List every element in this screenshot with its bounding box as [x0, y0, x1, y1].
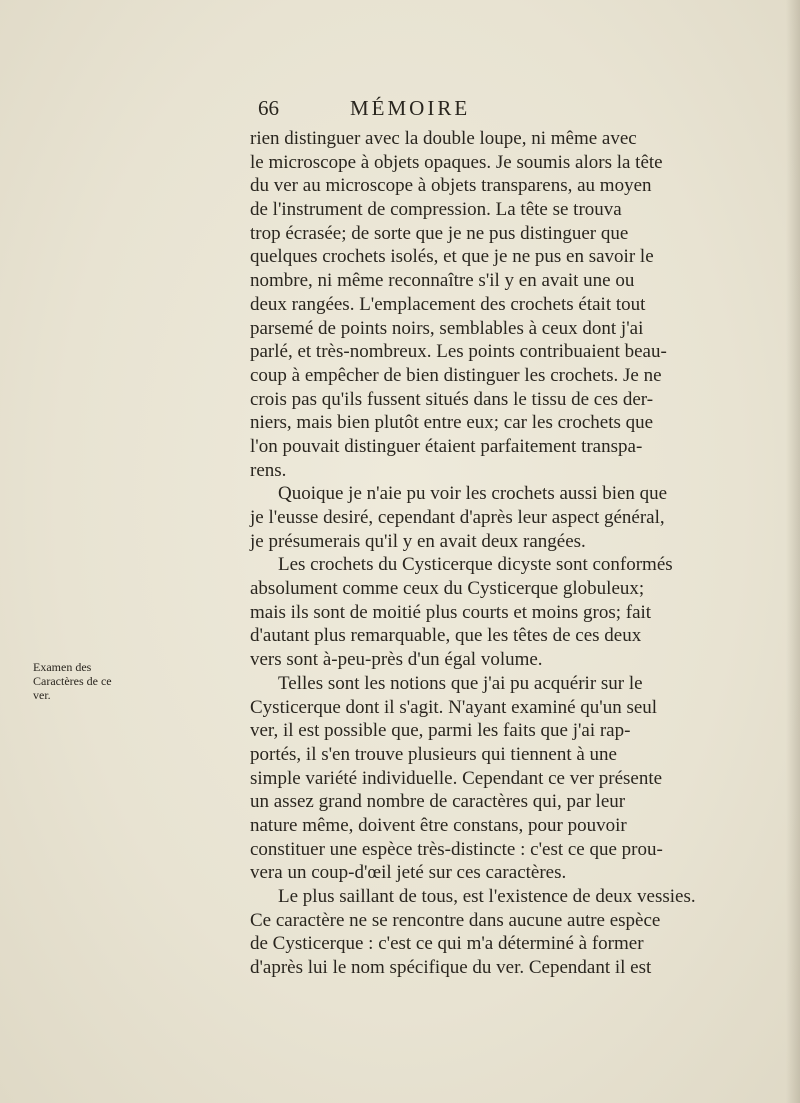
text-line: Le plus saillant de tous, est l'existence de deux vessies. [278, 886, 696, 907]
text-line: coup à empêcher de bien distinguer les crochets. Je ne [250, 364, 662, 386]
text-line: d'autant plus remarquable, que les têtes de ces deux [250, 625, 642, 647]
text-line: je l'eusse desiré, cependant d'après leur aspect général, [250, 507, 665, 528]
text-line: un assez grand nombre de caractères qui, par leur [250, 791, 626, 813]
text-line: mais ils sont de moitié plus courts et moins gros; fait [250, 601, 652, 623]
margin-note-line: Caractères de ce [33, 674, 112, 688]
text-line: Ce caractère ne se rencontre dans aucune autre espèce [250, 909, 661, 931]
margin-note [33, 660, 253, 702]
text-line: de Cysticerque : c'est ce qui m'a déterminé à former [250, 933, 644, 955]
text-line: niers, mais bien plutôt entre eux; car les crochets que [250, 412, 654, 434]
margin-note-line: Examen des [33, 660, 92, 674]
text-line: vers sont à-peu-près d'un égal volume. [250, 649, 543, 671]
text-line: constituer une espèce très-distincte : c'est ce que prou- [250, 838, 663, 860]
text-line: nombre, ni même reconnaître s'il y en avait une ou [250, 270, 635, 292]
text-line: de l'instrument de compression. La tête se trouva [250, 199, 622, 221]
text-line: nature même, doivent être constans, pour pouvoir [250, 814, 627, 836]
text-line: je présumerais qu'il y en avait deux rangées. [250, 530, 586, 552]
text-line: le microscope à objets opaques. Je soumis alors la tête [250, 151, 663, 173]
text-line: l'on pouvait distinguer étaient parfaitement transpa- [250, 435, 643, 457]
text-line: absolument comme ceux du Cysticerque globuleux; [250, 578, 645, 600]
text-line: Les crochets du Cysticerque dicyste sont conformés [278, 554, 673, 576]
text-line: parsemé de points noirs, semblables à ceux dont j'ai [250, 317, 644, 339]
text-line: parlé, et très-nombreux. Les points contribuaient beau- [250, 341, 667, 363]
text-line: deux rangées. L'emplacement des crochets était tout [250, 293, 646, 315]
text-line: Telles sont les notions que j'ai pu acquérir sur le [278, 672, 643, 694]
body-text [250, 127, 800, 980]
running-title: MÉMOIRE [350, 96, 471, 120]
text-line: du ver au microscope à objets transparens, au moyen [250, 175, 652, 197]
text-line: crois pas qu'ils fussent situés dans le tissu de ces der- [250, 388, 654, 410]
text-line: vera un coup-d'œil jeté sur ces caractères. [250, 862, 567, 884]
page-number: 66 [258, 96, 279, 120]
text-line: Quoique je n'aie pu voir les crochets aussi bien que [278, 483, 668, 505]
text-line: trop écrasée; de sorte que je ne pus distinguer que [250, 222, 629, 244]
margin-note-line: ver. [33, 688, 51, 702]
page-header [258, 96, 658, 124]
text-line: quelques crochets isolés, et que je ne pus en savoir le [250, 246, 654, 268]
text-line: ver, il est possible que, parmi les faits que j'ai rap- [250, 720, 631, 742]
text-line: simple variété individuelle. Cependant ce ver présente [250, 767, 663, 789]
text-line: rens. [250, 459, 287, 481]
text-line: d'après lui le nom spécifique du ver. Cependant il est [250, 957, 652, 979]
text-line: Cysticerque dont il s'agit. N'ayant examiné qu'un seul [250, 696, 658, 718]
text-line: portés, il s'en trouve plusieurs qui tiennent à une [250, 743, 617, 765]
text-line: rien distinguer avec la double loupe, ni même avec [250, 128, 637, 149]
